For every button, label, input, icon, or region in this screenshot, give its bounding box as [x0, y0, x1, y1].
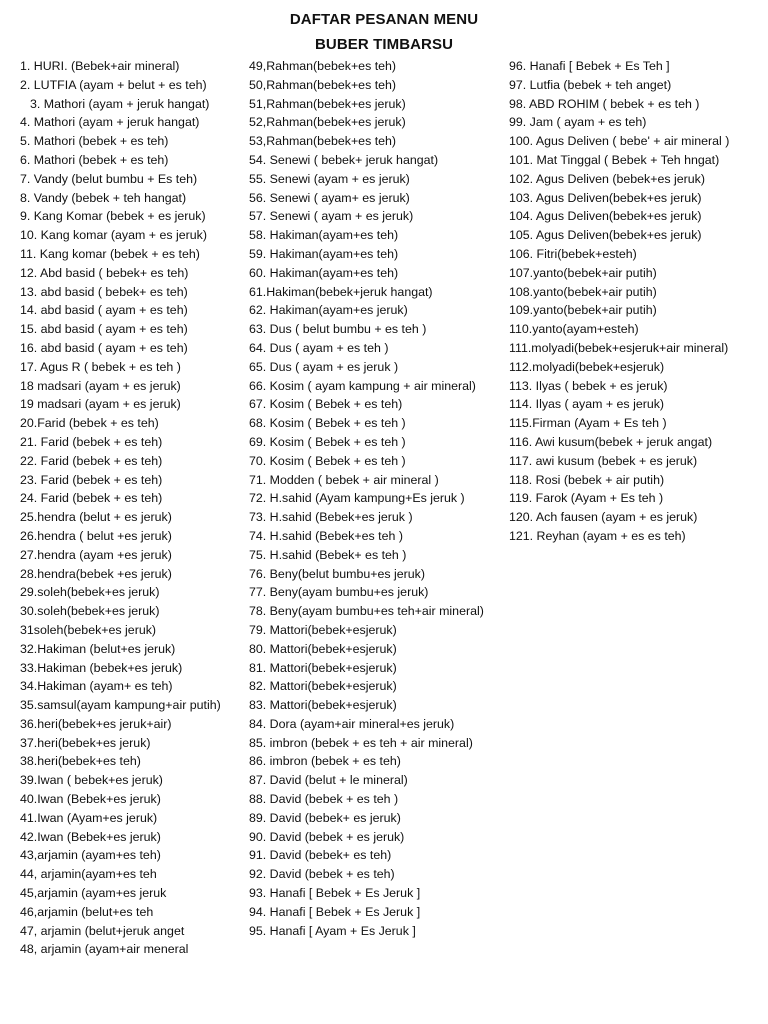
order-item: 110.yanto(ayam+esteh) — [509, 322, 639, 337]
order-item: 100. Agus Deliven ( bebe' + air mineral ) — [509, 134, 730, 149]
order-item: 42.Iwan (Bebek+es jeruk) — [20, 829, 161, 844]
order-item: 30.soleh(bebek+es jeruk) — [20, 604, 160, 619]
order-item: 77. Beny(ayam bumbu+es jeruk) — [249, 585, 429, 600]
order-item: 2. LUTFIA (ayam + belut + es teh) — [20, 77, 207, 92]
order-item: 47, arjamin (belut+jeruk anget — [20, 923, 185, 938]
order-item: 20.Farid (bebek + es teh) — [20, 416, 159, 431]
order-item: 102. Agus Deliven (bebek+es jeruk) — [509, 171, 705, 186]
order-item: 7. Vandy (belut bumbu + Es teh) — [20, 171, 198, 186]
order-item: 37.heri(bebek+es jeruk) — [20, 735, 151, 750]
order-item: 109.yanto(bebek+air putih) — [509, 303, 657, 318]
order-item: 46,arjamin (belut+es teh — [20, 904, 154, 919]
order-item: 61.Hakiman(bebek+jeruk hangat) — [249, 284, 433, 299]
order-item: 1. HURI. (Bebek+air mineral) — [20, 59, 180, 73]
order-item: 32.Hakiman (belut+es jeruk) — [20, 641, 176, 656]
order-item: 88. David (bebek + es teh ) — [249, 792, 399, 807]
order-item: 52,Rahman(bebek+es jeruk) — [249, 115, 406, 130]
order-item: 95. Hanafi [ Ayam + Es Jeruk ] — [249, 923, 416, 938]
order-item: 8. Vandy (bebek + teh hangat) — [20, 190, 187, 205]
order-column-2 — [249, 57, 505, 940]
order-item: 41.Iwan (Ayam+es jeruk) — [20, 810, 158, 825]
order-item: 62. Hakiman(ayam+es jeruk) — [249, 303, 408, 318]
order-item: 44, arjamin(ayam+es teh — [20, 867, 157, 882]
order-item: 36.heri(bebek+es jeruk+air) — [20, 716, 172, 731]
order-item: 3. Mathori (ayam + jeruk hangat) — [30, 96, 210, 111]
order-item: 68. Kosim ( Bebek + es teh ) — [249, 416, 406, 431]
order-item: 17. Agus R ( bebek + es teh ) — [20, 359, 181, 374]
order-item: 6. Mathori (bebek + es teh) — [20, 152, 169, 167]
order-item: 69. Kosim ( Bebek + es teh ) — [249, 434, 406, 449]
order-item: 10. Kang komar (ayam + es jeruk) — [20, 228, 207, 243]
order-item: 115.Firman (Ayam + Es teh ) — [509, 416, 667, 431]
order-item: 43,arjamin (ayam+es teh) — [20, 848, 161, 863]
order-item: 56. Senewi ( ayam+ es jeruk) — [249, 190, 410, 205]
order-item: 121. Reyhan (ayam + es es teh) — [509, 528, 686, 543]
order-item: 35.samsul(ayam kampung+air putih) — [20, 698, 221, 713]
order-item: 74. H.sahid (Bebek+es teh ) — [249, 528, 403, 543]
order-item: 86. imbron (bebek + es teh) — [249, 754, 401, 769]
order-item: 39.Iwan ( bebek+es jeruk) — [20, 773, 163, 788]
order-item: 66. Kosim ( ayam kampung + air mineral) — [249, 378, 476, 393]
order-item: 16. abd basid ( ayam + es teh) — [20, 340, 188, 355]
order-item: 82. Mattori(bebek+esjeruk) — [249, 679, 397, 694]
order-item: 13. abd basid ( bebek+ es teh) — [20, 284, 188, 299]
order-item: 96. Hanafi [ Bebek + Es Teh ] — [509, 59, 670, 73]
order-item: 11. Kang komar (bebek + es teh) — [20, 246, 200, 261]
order-item: 90. David (bebek + es jeruk) — [249, 829, 405, 844]
order-item: 92. David (bebek + es teh) — [249, 867, 395, 882]
order-item: 58. Hakiman(ayam+es teh) — [249, 228, 399, 243]
order-item: 112.molyadi(bebek+esjeruk) — [509, 359, 665, 374]
order-item: 21. Farid (bebek + es teh) — [20, 434, 163, 449]
order-item: 57. Senewi ( ayam + es jeruk) — [249, 209, 414, 224]
order-item: 45,arjamin (ayam+es jeruk — [20, 886, 167, 901]
order-item: 91. David (bebek+ es teh) — [249, 848, 392, 863]
order-item: 80. Mattori(bebek+esjeruk) — [249, 641, 397, 656]
order-item: 119. Farok (Ayam + Es teh ) — [509, 491, 664, 506]
order-item: 116. Awi kusum(bebek + jeruk angat) — [509, 434, 713, 449]
order-item: 99. Jam ( ayam + es teh) — [509, 115, 647, 130]
order-item: 118. Rosi (bebek + air putih) — [509, 472, 665, 487]
order-item: 78. Beny(ayam bumbu+es teh+air mineral) — [249, 604, 484, 619]
order-item: 23. Farid (bebek + es teh) — [20, 472, 163, 487]
order-item: 24. Farid (bebek + es teh) — [20, 491, 163, 506]
order-column-1 — [20, 57, 246, 959]
order-item: 55. Senewi (ayam + es jeruk) — [249, 171, 410, 186]
order-item: 40.Iwan (Bebek+es jeruk) — [20, 792, 161, 807]
order-item: 54. Senewi ( bebek+ jeruk hangat) — [249, 152, 439, 167]
order-item: 83. Mattori(bebek+esjeruk) — [249, 698, 397, 713]
order-item: 73. H.sahid (Bebek+es jeruk ) — [249, 510, 413, 525]
order-item: 14. abd basid ( ayam + es teh) — [20, 303, 188, 318]
order-item: 70. Kosim ( Bebek + es teh ) — [249, 453, 406, 468]
order-item: 60. Hakiman(ayam+es teh) — [249, 265, 399, 280]
order-item: 48, arjamin (ayam+air meneral — [20, 942, 189, 957]
order-item: 111.molyadi(bebek+esjeruk+air mineral) — [509, 340, 729, 355]
order-item: 76. Beny(belut bumbu+es jeruk) — [249, 566, 425, 581]
order-item: 84. Dora (ayam+air mineral+es jeruk) — [249, 716, 455, 731]
order-item: 120. Ach fausen (ayam + es jeruk) — [509, 510, 698, 525]
order-item: 79. Mattori(bebek+esjeruk) — [249, 622, 397, 637]
order-item: 64. Dus ( ayam + es teh ) — [249, 340, 389, 355]
document-subtitle: BUBER TIMBARSU — [314, 36, 454, 53]
order-item: 94. Hanafi [ Bebek + Es Jeruk ] — [249, 904, 421, 919]
order-item: 9. Kang Komar (bebek + es jeruk) — [20, 209, 206, 224]
order-item: 4. Mathori (ayam + jeruk hangat) — [20, 115, 200, 130]
order-item: 97. Lutfia (bebek + teh anget) — [509, 77, 672, 92]
order-item: 59. Hakiman(ayam+es teh) — [249, 246, 399, 261]
order-item: 33.Hakiman (bebek+es jeruk) — [20, 660, 183, 675]
order-item: 103. Agus Deliven(bebek+es jeruk) — [509, 190, 702, 205]
order-item: 114. Ilyas ( ayam + es jeruk) — [509, 397, 665, 412]
order-item: 72. H.sahid (Ayam kampung+Es jeruk ) — [249, 491, 465, 506]
order-item: 50,Rahman(bebek+es teh) — [249, 77, 397, 92]
order-item: 89. David (bebek+ es jeruk) — [249, 810, 401, 825]
order-item: 63. Dus ( belut bumbu + es teh ) — [249, 322, 427, 337]
order-item: 18 madsari (ayam + es jeruk) — [20, 378, 181, 393]
order-item: 71. Modden ( bebek + air mineral ) — [249, 472, 439, 487]
order-item: 28.hendra(bebek +es jeruk) — [20, 566, 172, 581]
order-column-3 — [509, 57, 765, 546]
order-item: 65. Dus ( ayam + es jeruk ) — [249, 359, 399, 374]
order-item: 117. awi kusum (bebek + es jeruk) — [509, 453, 698, 468]
order-item: 49,Rahman(bebek+es teh) — [249, 59, 397, 73]
order-item: 22. Farid (bebek + es teh) — [20, 453, 163, 468]
order-item: 81. Mattori(bebek+esjeruk) — [249, 660, 397, 675]
order-item: 93. Hanafi [ Bebek + Es Jeruk ] — [249, 886, 421, 901]
order-item: 19 madsari (ayam + es jeruk) — [20, 397, 181, 412]
order-item: 85. imbron (bebek + es teh + air mineral) — [249, 735, 473, 750]
order-item: 5. Mathori (bebek + es teh) — [20, 134, 169, 149]
order-item: 29.soleh(bebek+es jeruk) — [20, 585, 160, 600]
order-item: 108.yanto(bebek+air putih) — [509, 284, 657, 299]
order-item: 113. Ilyas ( bebek + es jeruk) — [509, 378, 668, 393]
order-item: 27.hendra (ayam +es jeruk) — [20, 547, 172, 562]
order-item: 75. H.sahid (Bebek+ es teh ) — [249, 547, 407, 562]
order-item: 87. David (belut + le mineral) — [249, 773, 408, 788]
order-item: 101. Mat Tinggal ( Bebek + Teh hngat) — [509, 152, 720, 167]
order-item: 67. Kosim ( Bebek + es teh) — [249, 397, 403, 412]
order-item: 51,Rahman(bebek+es jeruk) — [249, 96, 406, 111]
order-item: 15. abd basid ( ayam + es teh) — [20, 322, 188, 337]
order-item: 53,Rahman(bebek+es teh) — [249, 134, 397, 149]
order-item: 104. Agus Deliven(bebek+es jeruk) — [509, 209, 702, 224]
order-item: 31soleh(bebek+es jeruk) — [20, 622, 157, 637]
order-item: 25.hendra (belut + es jeruk) — [20, 510, 172, 525]
order-item: 12. Abd basid ( bebek+ es teh) — [20, 265, 189, 280]
document-title: DAFTAR PESANAN MENU — [289, 11, 479, 28]
order-item: 105. Agus Deliven(bebek+es jeruk) — [509, 228, 702, 243]
order-item: 98. ABD ROHIM ( bebek + es teh ) — [509, 96, 700, 111]
order-item: 26.hendra ( belut +es jeruk) — [20, 528, 172, 543]
order-item: 106. Fitri(bebek+esteh) — [509, 246, 637, 261]
order-item: 34.Hakiman (ayam+ es teh) — [20, 679, 173, 694]
order-item: 38.heri(bebek+es teh) — [20, 754, 141, 769]
order-item: 107.yanto(bebek+air putih) — [509, 265, 657, 280]
